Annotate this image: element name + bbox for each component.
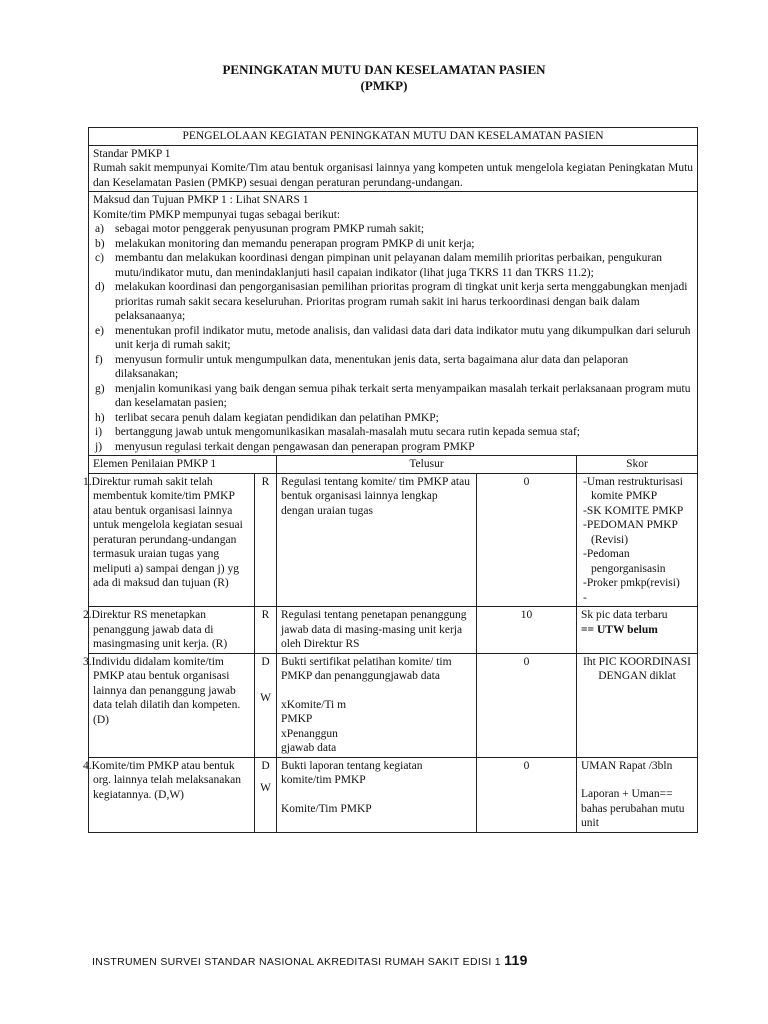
note-line: -Proker pmkp(revisi) bbox=[583, 577, 680, 589]
telusur-cell bbox=[277, 757, 477, 832]
note-line: -Pedoman pengorganisasin bbox=[583, 548, 666, 575]
telusur-line: Komite/Tim PMKP bbox=[281, 802, 372, 815]
note-line: == UTW belum bbox=[581, 623, 658, 636]
list-item: a) sebagai motor penggerak penyusunan program PMKP rumah sakit; bbox=[95, 223, 425, 235]
notes-cell bbox=[577, 607, 698, 654]
note-line: -PEDOMAN PMKP (Revisi) bbox=[583, 519, 678, 546]
table-row bbox=[89, 653, 698, 757]
telusur-cell: Regulasi tentang komite/ tim PMKP atau bentuk organisasi lainnya lengkap dengan uraian tugas bbox=[277, 473, 477, 607]
telusur-cell bbox=[277, 653, 477, 757]
telusur-cell: Regulasi tentang penetapan penanggung jawab data di masing-masing unit kerja oleh Direktur RS bbox=[277, 607, 477, 654]
standar-cell bbox=[89, 145, 698, 192]
telusur-line: Bukti laporan tentang kegiatan komite/tim PMKP bbox=[281, 759, 423, 786]
notes-cell bbox=[577, 473, 698, 607]
list-item: j) menyusun regulasi terkait dengan pengawasan dan penerapan program PMKP bbox=[95, 440, 475, 453]
elemen-cell: 2.Direktur RS menetapkan penanggung jawab data di masingmasing unit kerja. (R) bbox=[89, 607, 255, 654]
skor-cell: 10 bbox=[477, 607, 577, 654]
header-elemen: Elemen Penilaian PMKP 1 bbox=[89, 456, 277, 474]
page-number: 119 bbox=[504, 952, 528, 968]
skor-cell: 0 bbox=[477, 653, 577, 757]
code-cell: D W bbox=[255, 653, 277, 757]
elemen-cell: 3.Individu didalam komite/tim PMKP atau bentuk organisasi lainnya dan penanggung jawab data telah dilatih dan kompeten. (D) bbox=[89, 653, 255, 757]
table-row bbox=[89, 473, 698, 607]
page-subtitle: (PMKP) bbox=[360, 78, 408, 93]
code-cell: R bbox=[255, 473, 277, 607]
table-row bbox=[89, 757, 698, 832]
list-item: c) membantu dan melakukan koordinasi dengan pimpinan unit pelayanan dalam memilih prioritas perbaikan, pengukuran mutu/indikator mutu, dan menindaklanjuti hasil capaian indikator (lihat juga TKRS 11 dan TKRS 11.2); bbox=[95, 252, 663, 279]
list-item: h) terlibat secara penuh dalam kegiatan pendidikan dan pelatihan PMKP; bbox=[95, 411, 439, 424]
elemen-cell: 4.Komite/tim PMKP atau bentuk org. lainnya telah melaksanakan kegiatannya. (D,W) bbox=[89, 757, 255, 832]
telusur-line: xKomite/Ti m PMKP bbox=[281, 698, 347, 725]
skor-cell: 0 bbox=[477, 473, 577, 607]
page-title: PENINGKATAN MUTU DAN KESELAMATAN PASIEN bbox=[222, 62, 546, 77]
pmkp-table bbox=[83, 127, 698, 833]
list-item: d) melakukan koordinasi dan pengorganisasian pemilihan prioritas program di tingkat unit kerja serta menggabungkan menjadi prioritas rumah sakit secara keseluruhan. Prioritas program rumah sakit ini harus terkoordinasi dengan baik dalam pelaksanaanya; bbox=[95, 281, 688, 322]
note-line: Sk pic data terbaru bbox=[581, 609, 668, 621]
list-item: i) bertanggung jawab untuk mengomunikasikan masalah-masalah mutu secara rutin kepada semua staf; bbox=[95, 426, 580, 438]
standar-text: Rumah sakit mempunyai Komite/Tim atau bentuk organisasi lainnya yang kompeten untuk mengelola kegiatan Peningkatan Mutu dan Keselamatan Pasien (PMKP) sesuai dengan peraturan perundang-undangan. bbox=[93, 162, 694, 189]
notes-cell bbox=[577, 757, 698, 832]
tugas-list bbox=[93, 222, 693, 454]
elemen-cell: 1.Direktur rumah sakit telah membentuk komite/tim PMKP atau bentuk organisasi lainnya untuk mengelola kegiatan sesuai peraturan perundang-undangan termasuk uraian tugas yang meliputi a) sampai dengan j) yg ada di maksud dan tujuan (R) bbox=[89, 473, 255, 607]
list-item: g) menjalin komunikasi yang baik dengan semua pihak terkait serta menyampaikan masalah terkait perlaksanaan program mutu dan keselamatan pasien; bbox=[95, 382, 691, 409]
table-row bbox=[89, 607, 698, 654]
note-line: -Uman restrukturisasi komite PMKP bbox=[583, 475, 683, 502]
header-skor: Skor bbox=[577, 456, 698, 474]
header-telusur: Telusur bbox=[277, 456, 577, 474]
footer-text: INSTRUMEN SURVEI STANDAR NASIONAL AKREDITASI RUMAH SAKIT EDISI 1 bbox=[92, 956, 501, 968]
note-line: -SK KOMITE PMKP bbox=[583, 504, 684, 517]
note-line: - bbox=[583, 591, 587, 604]
page-footer bbox=[92, 952, 528, 968]
list-item: b) melakukan monitoring dan memandu penerapan program PMKP di unit kerja; bbox=[95, 237, 475, 250]
table-header-row bbox=[89, 456, 698, 474]
telusur-line: xPenanggun gjawab data bbox=[281, 727, 338, 754]
telusur-line: Bukti sertifikat pelatihan komite/ tim PMKP dan penanggungjawab data bbox=[281, 655, 452, 682]
maksud-intro: Komite/tim PMKP mempunyai tugas sebagai berikut: bbox=[93, 208, 341, 221]
maksud-label: Maksud dan Tujuan PMKP 1 : Lihat SNARS 1 bbox=[93, 194, 309, 206]
standar-label: Standar PMKP 1 bbox=[93, 147, 171, 160]
note-line: UMAN Rapat /3bln bbox=[581, 759, 673, 772]
note-line: Laporan + Uman== bahas perubahan mutu unit bbox=[581, 788, 685, 829]
skor-cell: 0 bbox=[477, 757, 577, 832]
section-title: PENGELOLAAN KEGIATAN PENINGKATAN MUTU DAN KESELAMATAN PASIEN bbox=[89, 128, 698, 146]
notes-cell: Iht PIC KOORDINASI DENGAN diklat bbox=[577, 653, 698, 757]
code-cell: R bbox=[255, 607, 277, 654]
list-item: e) menentukan profil indikator mutu, metode analisis, dan validasi data dari data indikator mutu yang dikumpulkan dari seluruh unit kerja di rumah sakit; bbox=[95, 324, 691, 351]
list-item: f) menyusun formulir untuk mengumpulkan data, menentukan jenis data, serta bagaimana alur data dan pelaporan dilaksanakan; bbox=[95, 353, 629, 380]
maksud-cell bbox=[89, 192, 698, 456]
code-cell: D W bbox=[255, 757, 277, 832]
